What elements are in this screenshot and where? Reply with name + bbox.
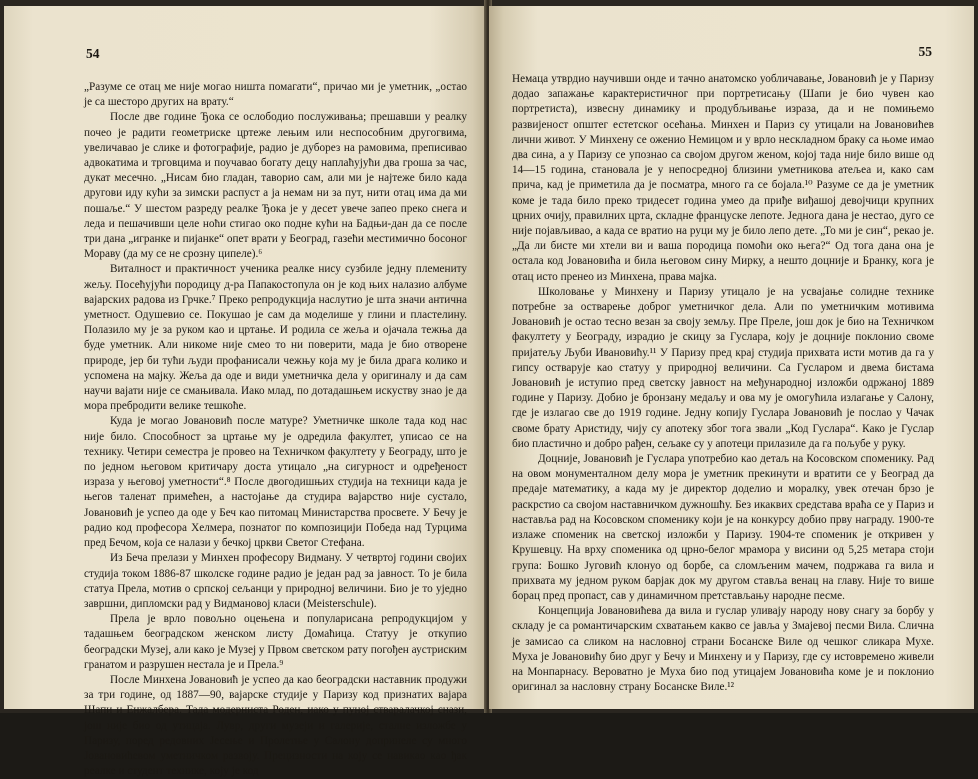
page-number-right: 55: [918, 44, 932, 59]
paragraph: Виталност и практичност ученика реалке нису сузбиле једну племениту жељу. Посећујући породицу д-ра Папакостопула он је код њих налазио албуме вајарских радова из Грчке.⁷ Преко репродукција наслутио је шта значи антична уметност. Одушевио се. Покушао је сам да моделише у глини и пластелину. Полазило му је за руком као и цртање. И родила се жеља и ојачала тежња да буде уметник. Али никоме није смео то ни поверити, мада је био отворене природе, јер би тући људи профанисали чежњу која му је била драга колико и успомена на мајку. Жеља да оде и види уметничка дела у оригиналу и да сам научи вајати није се смањивала. Иако млад, по дотадашњем искуству знао је да мора пребродити велике тешкоће.: [84, 263, 467, 413]
paragraph: Доцније, Јовановић је Гуслара употребио као детаљ на Косовском споменику. Рад на овом монументалном делу мора је уметник прекинути и вратити се у Београд да предаје математику, а када му је директор доделио и моралку, увек отечан брзо је раскрстио са својом наставничком дужношћу. Без икаквих средстава враћа се у Париз и наставља рад на Косовском споменику који је на конкурсу добио прву награду. 1900-те излаже споменик на светској изложби у Паризу. 1904-те споменик је откривен у Крушевцу. На врху споменика од црно-белог мрамора у висини од 5,25 метара стоји група: Бошко Југовић клонуо од борбе, са сломљеним мачем, подржава га вила и прихвата му једном руком барјак док му другом ставља венац на главу. Није то више борац пред пропаст, сав у динамичном претстављању народне песме.: [512, 453, 934, 602]
paragraph: Немаца утврдио научивши онде и тачно анатомско уобличавање, Јовановић је у Паризу додао запажање карактеристичног при портретисању (Шапи је био чувен као портретиста), извесну динамику и продубљивање израза, да и не помињемо развијеност општег естетског осећања. Минхен и Париз су утицали на Јовановићев лични живот. У Минхену се оженио Немицом и у врло нескладном браку са њоме имао два сина, а у Паризу се упознао са својом другом женом, којој тада није било више од 14—15 година, становала је у непосредној близини уметникова атељеа и, како сам прича, кад је приметила да је посматра, много га се бојала.¹⁰ Разуме се да је уметник коме је тада било преко тридесет година умео да приђе виђашој девојчици крупних црних очију, правилних црта, складне француске лепоте. Једнога дана је нестао, дуго се није појављивао, а када се вратио на руци му је било лепо дете. „То ми је син“, рекао је. „Да ли бисте ми хтели ви и ваша породица помоћи око њега?“ Од тога дана она је остала код Јовановића и била његовом сину Мирку, а нешто доцније и Бранку, кога је отац исто пренео из Минхена, права мајка.: [512, 73, 934, 283]
paragraph: Прела је врло повољно оцењена и популарисана репродукцијом у тадашњем београдском женском листу Домаћица. Статуу је откупио београдски Музеј, али како је Музеј у Првом светском рату погођен аустриским гранатом и разрушен нестала је и Прела.⁹: [84, 613, 467, 671]
paragraph: „Разуме се отац ме није могао ништа помагати“, причао ми је уметник, „остао је са шесторо других на врату.“: [84, 81, 467, 109]
right-page-body: [512, 72, 934, 695]
paragraph: Концепција Јовановићева да вила и гуслар уливају народу нову снагу за борбу у складу је са романтичарским схватањем какво се јавља у Змајевој песми Вила. Слична је замисао са сликом на насловној страни Босанске Виле од чешког сликара Мухе. Муха је Јовановићу био друг у Бечу и Минхену и у Паризу, где су истовремено живели на Монпарнасу. Вероватно је Муха био под утицајем Јовановића коме је и поклонио оригинал за насловну страну Босанске Виле.¹²: [512, 605, 934, 694]
paragraph: Из Беча прелази у Минхен професору Видману. У четвртој години својих студија током 1886-87 школске године радио је један рад за јавност. То је била статуа Прела, мотив о српској сељанци у природној величини. Био је то уједно завршни, дипломски рад у Видмановој класи (Meisterschule).: [84, 552, 467, 610]
right-page: [489, 6, 974, 709]
paragraph: Школовање у Минхену и Паризу утицало је на усвајање солидне технике потребне за остварење доброг уметничког дела. Али по уметничким мотивима Јовановић је остао тесно везан за своју земљу. Пре Прелe, још док је био на Техничком факултету у Београду, израдио је скицу за Гуслара, коју је доцније поклонио своме пријатељу Љуби Ивановићу.¹¹ У Паризу пред крај студија прихвата исти мотив да га у гипсу остварује као статуу у природној величини. Са Гусларом и двема бистама Јовановић је иступио пред светску јавност на међународној изложби одржаној 1889 године у Паризу. Добио је бронзану медаљу и ова му је омогућила излагање у Салону, где је излагао све до 1919 године. Једну копију Гуслара Јовановић је послао у Чачак своме брату Аристиду, чију су апотеку због тога звали „Код Гуслара“. Како је Гуслар био пластично и добро рађен, сељаке су у апотеци прилазиле да га пољубе у руку.: [512, 285, 934, 450]
page-number-left: 54: [86, 46, 100, 61]
paragraph: Куда је могао Јовановић после матуре? Уметничке школе тада код нас није било. Способност за цртање му је одредила факултет, уписао се на технику. Четири семестра је провео на Техничком факултету у Београду, што је по једном његовом критичару доста утицало „на сигурност и одређеност израза у његовој уметности“.⁸ После двогодишњих студија на техници када је његов таленат примећен, а настојање да студира вајарство није сустало, Јовановић је успео да оде у Беч као питомац Министарства просвете. У Бечу је радио код професора Хелмера, познатог по композицији Победа над Турцима пред Бечом, која се налази у бечкој цркви Светог Стефана.: [84, 415, 467, 550]
paragraph: После две године Ђока се ослободио послуживања; прешавши у реалку почео је радити геометриске цртеже лењим или неспособним другогвима, увеличавао је слике и фотографије, радио је дуборез на рамовима, преписивао адвокатима и трговцима и поучавао богату децу наплаћујући два гроша за час, дукат месечно. „Нисам био гладан, таворио сам, али ми је најтеже било када другови иду кући за зимски распуст а ја немам ни за пут, нити отац има да ми пошаље.“ У шестом разреду реалке Ђока је у десет увече запео преко снега и леда и пешачивши целе ноћи стигао око подне кући на Бадњи-дан да се после три дана „игранке и пијанке“ опет врати у Београд, газећи местимично босоног Мораву (да му се не срозну ципеле).⁶: [84, 111, 467, 261]
left-page-body: [84, 80, 467, 779]
paragraph: После Минхена Јовановић је успео да као београдски наставник продужи за три године, од 1887—90, вајарске студије у Паризу код признатих вајара Шапи и Енжалбера. Тада модерниста Роден, иако у пуној стваралачкој снази, још није био од утицаја. Лувр, други музеји и галерије, сталне изложбе у Паризу, поред редовних Јесење и Пролетње у Салону допринеле су много Јовановићевом уметничком развоју. Прецизности на коју се навикао као ђак реалке и студент технике, коју је код: [84, 673, 467, 778]
left-page: [4, 6, 487, 778]
